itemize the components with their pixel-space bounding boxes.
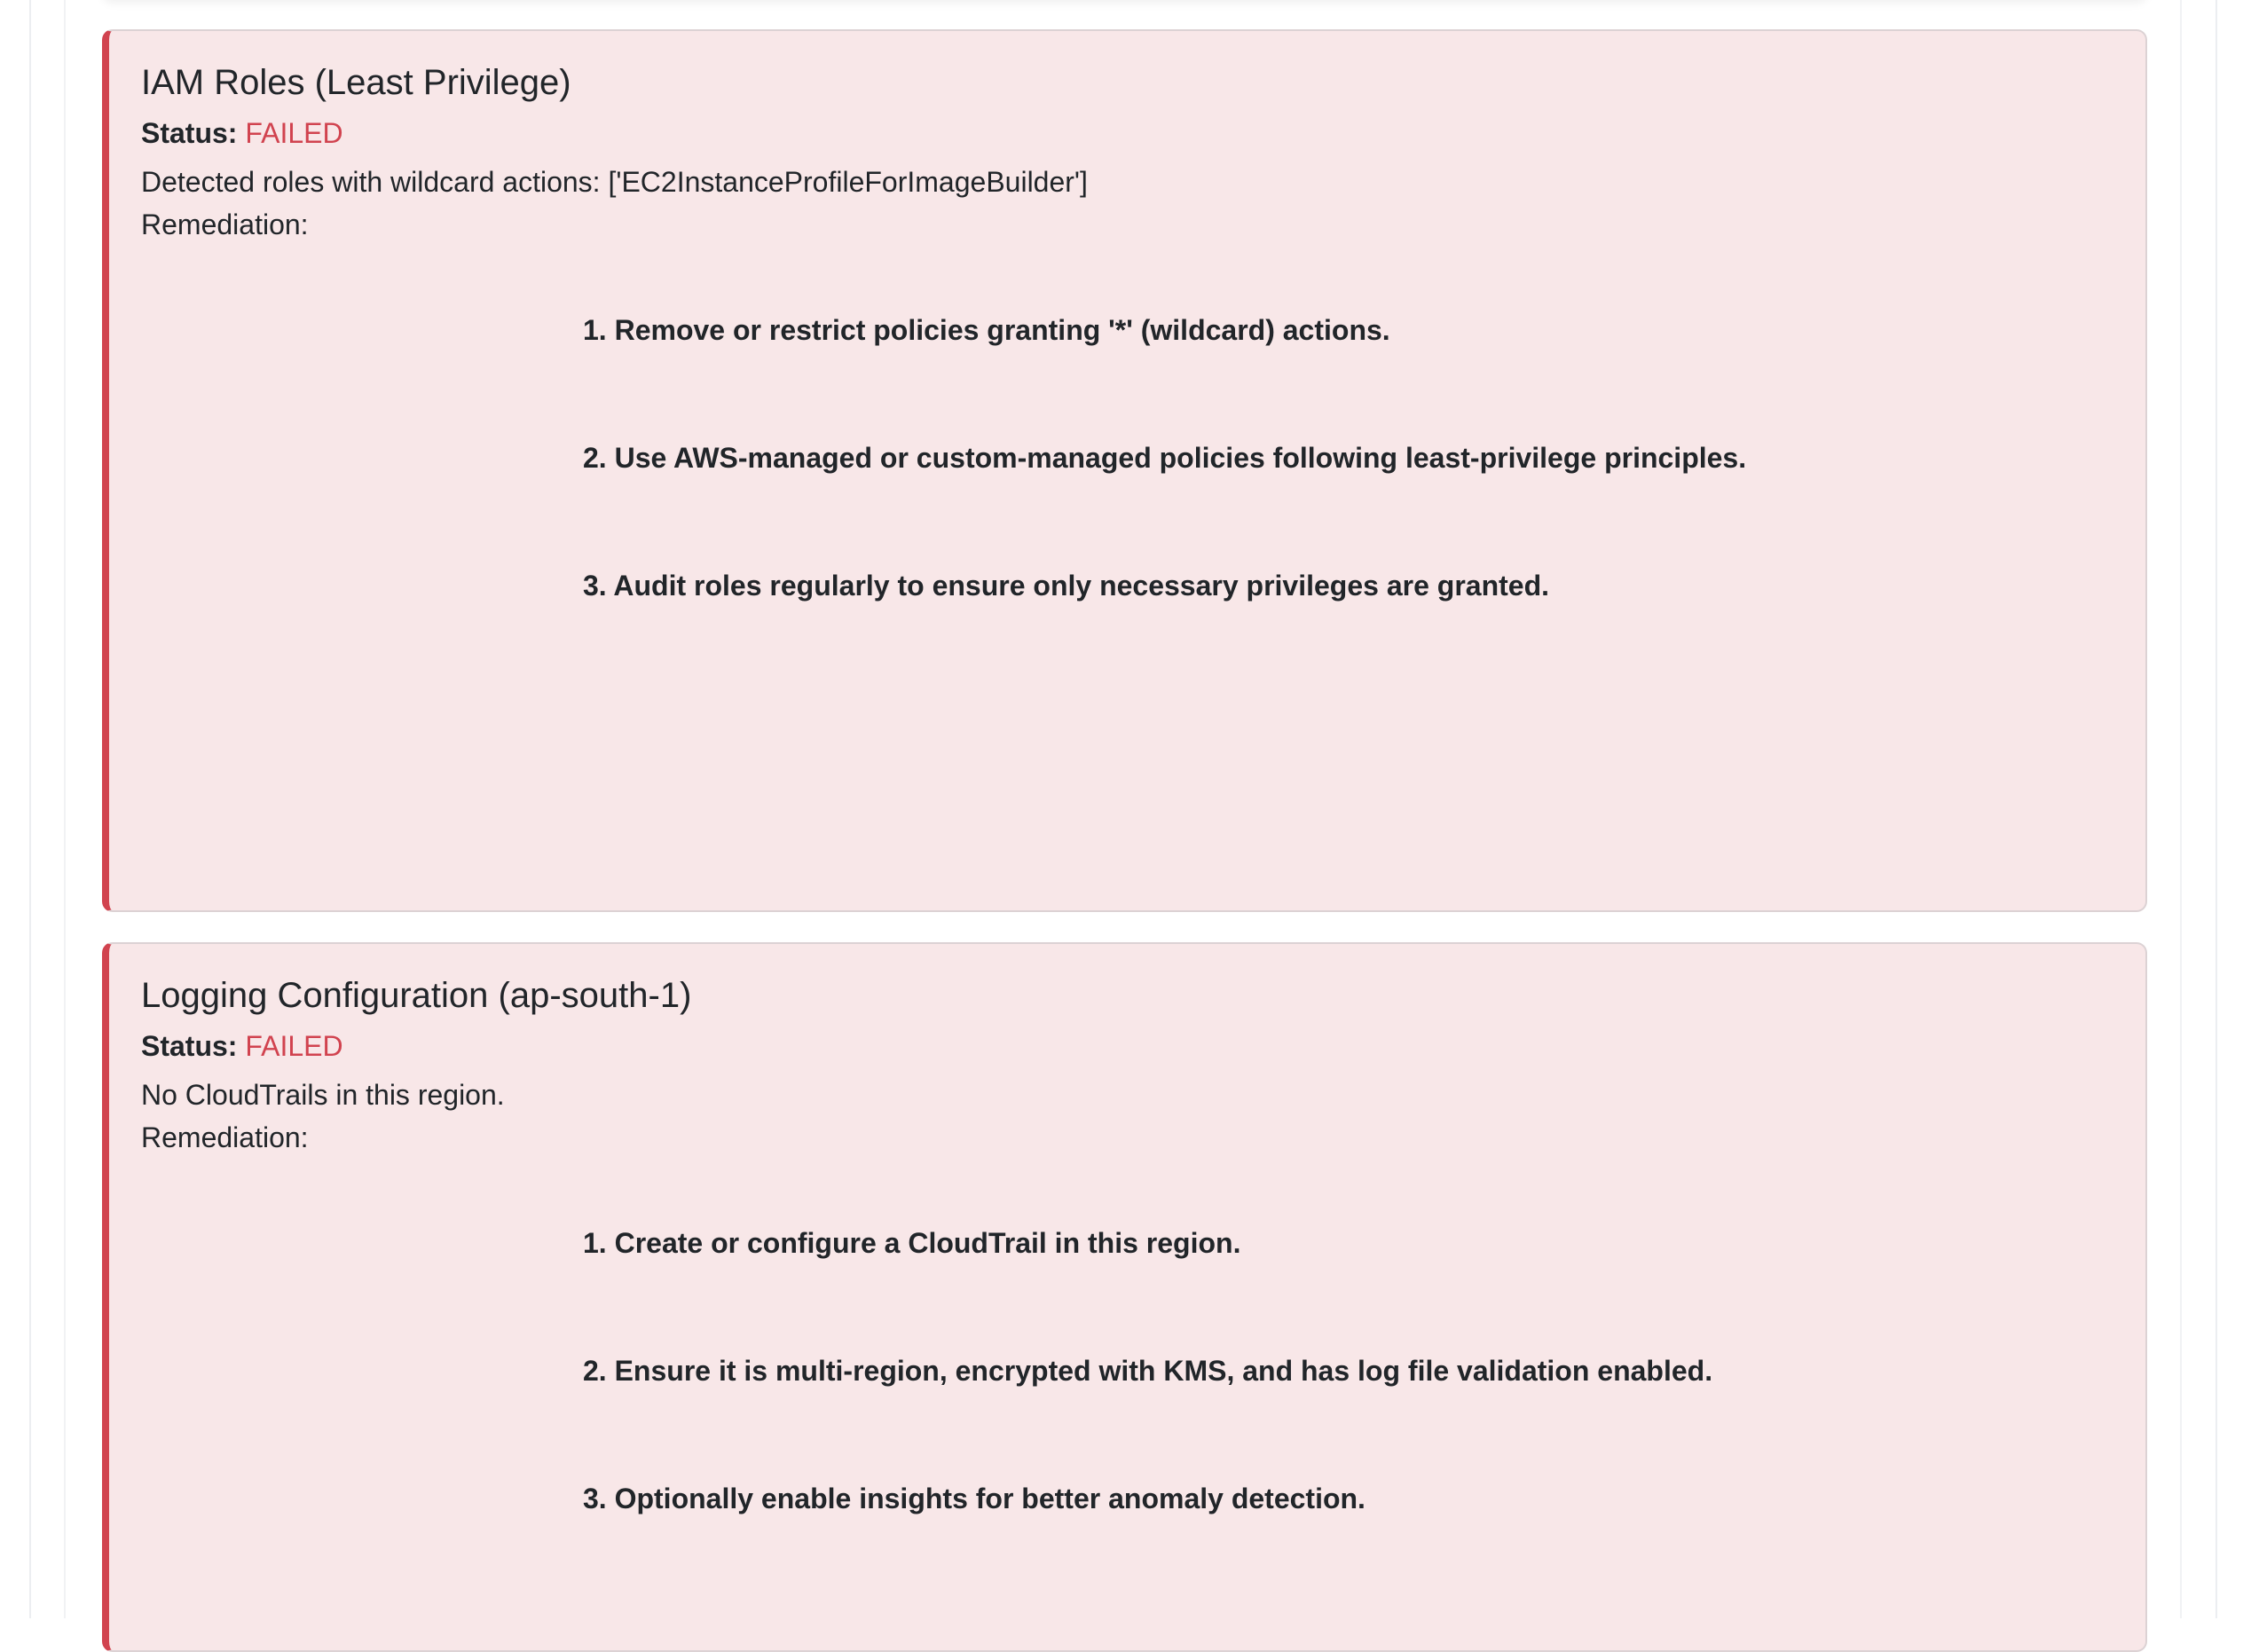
check-details	[141, 161, 2113, 246]
page-edge-left	[29, 0, 31, 1618]
remediation-step: 2. Ensure it is multi-region, encrypted with KMS, and has log file validation enabled.	[583, 1355, 1713, 1387]
remediation-label: Remediation:	[141, 1121, 309, 1153]
remediation-step: 1. Remove or restrict policies granting '*' (wildcard) actions.	[583, 314, 1390, 346]
remediation-step: 1. Create or configure a CloudTrail in this region.	[583, 1227, 1241, 1259]
remediation-step: 3. Optionally enable insights for better anomaly detection.	[583, 1483, 1365, 1514]
check-title: IAM Roles (Least Privilege)	[141, 63, 571, 102]
status-value: FAILED	[245, 1030, 343, 1062]
remediation-step: 3. Audit roles regularly to ensure only necessary privileges are granted.	[583, 570, 1549, 602]
status-label: Status:	[141, 1030, 238, 1062]
check-detail-text: Detected roles with wildcard actions: ['EC2InstanceProfileForImageBuilder']	[141, 166, 1088, 198]
page-edge-right	[2180, 0, 2182, 1618]
check-title: Logging Configuration (ap-south-1)	[141, 976, 692, 1015]
status-value: FAILED	[245, 117, 343, 149]
status-line	[141, 114, 2113, 152]
page-edge-left-inner	[64, 0, 66, 1618]
remediation-list	[141, 311, 2113, 604]
page-edge-right-outer	[2215, 0, 2217, 1618]
status-label: Status:	[141, 117, 238, 149]
check-details	[141, 1074, 2113, 1159]
check-card-iam-roles	[102, 29, 2147, 912]
status-line	[141, 1027, 2113, 1065]
remediation-list	[141, 1224, 2113, 1517]
check-card-logging-configuration	[102, 942, 2147, 1652]
remediation-step: 2. Use AWS-managed or custom-managed policies following least-privilege principles.	[583, 442, 1747, 474]
remediation-label: Remediation:	[141, 208, 309, 240]
check-detail-text: No CloudTrails in this region.	[141, 1079, 505, 1111]
